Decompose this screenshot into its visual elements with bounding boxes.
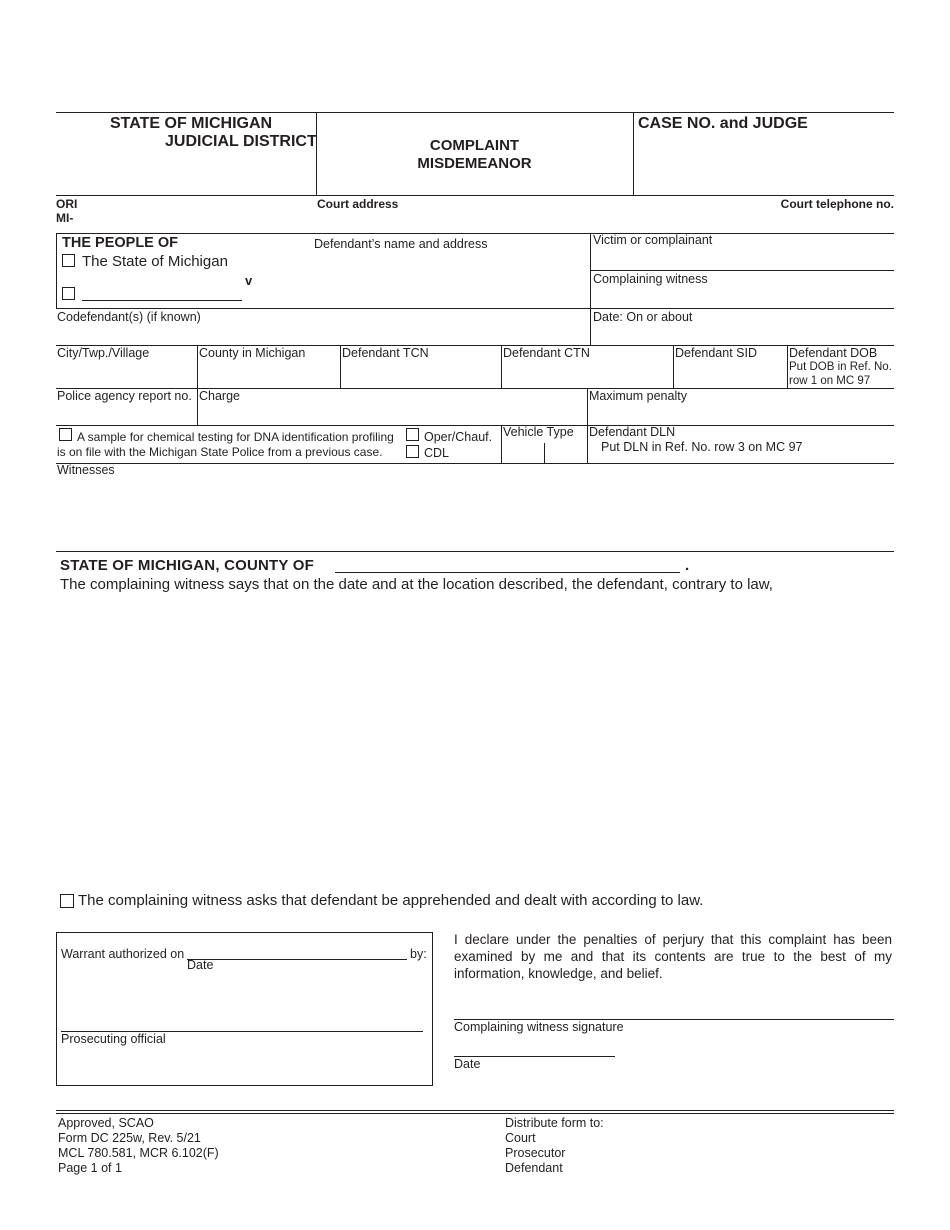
warrant-authorized-label: Warrant authorized on (61, 947, 185, 961)
ori-value: MI- (56, 211, 74, 225)
divider (673, 345, 674, 388)
court-address-label: Court address (317, 197, 399, 211)
statement-top-rule (56, 551, 894, 552)
cdl-checkbox[interactable] (406, 445, 419, 458)
victim-rule (590, 270, 894, 271)
court-telephone-label: Court telephone no. (780, 197, 894, 211)
dob-note-2: row 1 on MC 97 (789, 375, 871, 387)
warrant-date-label: Date (187, 958, 214, 972)
ctn-label: Defendant CTN (503, 346, 590, 360)
oper-chauf-label: Oper/Chauf. (424, 430, 493, 444)
people-of-heading: THE PEOPLE OF (62, 235, 179, 251)
details-row2-bottom (56, 425, 894, 426)
offense-date-label: Date: On or about (593, 310, 693, 324)
dna-sample-checkbox[interactable] (59, 428, 72, 441)
county-heading: STATE OF MICHIGAN, COUNTY OF (60, 557, 314, 574)
dln-label: Defendant DLN (589, 425, 676, 439)
divider (787, 345, 788, 388)
declaration-text: I declare under the penalties of perjury that this complaint has been examined by me and that its contents are true to the best of my information, knowledge, and belief. (454, 932, 892, 981)
signature-label: Complaining witness signature (454, 1020, 624, 1034)
police-report-label: Police agency report no. (57, 389, 192, 403)
footer-mcl: MCL 780.581, MCR 6.102(F) (58, 1146, 219, 1160)
footer-dist-defendant: Defendant (505, 1161, 563, 1175)
divider (544, 443, 545, 463)
case-number-label: CASE NO. and JUDGE (638, 115, 808, 132)
prosecuting-official-label: Prosecuting official (61, 1032, 166, 1046)
district-heading: JUDICIAL DISTRICT (165, 133, 317, 150)
dna-text-line1: A sample for chemical testing for DNA identification profiling (77, 430, 394, 444)
dob-note-1: Put DOB in Ref. No. (789, 361, 892, 373)
complaining-witness-label: Complaining witness (593, 272, 708, 286)
versus-label: v (245, 273, 253, 288)
vehicle-type-label: Vehicle Type (503, 425, 574, 439)
footer-approved: Approved, SCAO (58, 1116, 154, 1130)
header-bottom-rule (56, 195, 894, 196)
oper-chauf-checkbox[interactable] (406, 428, 419, 441)
maximum-penalty-label: Maximum penalty (589, 389, 687, 403)
header-divider-left (316, 112, 317, 196)
parties-top-rule (56, 233, 894, 234)
county-label: County in Michigan (199, 346, 306, 360)
ori-label: ORI (56, 197, 78, 211)
footer-dist-prosecutor: Prosecutor (505, 1146, 566, 1160)
warrant-date-line[interactable] (187, 959, 407, 960)
county-period: . (685, 557, 690, 574)
statement-body: The complaining witness says that on the date and at the location described, the defendant, contrary to law, (60, 576, 773, 593)
parties-left-border (56, 233, 57, 308)
other-plaintiff-checkbox[interactable] (62, 287, 75, 300)
other-plaintiff-line[interactable] (82, 300, 242, 301)
divider (197, 345, 198, 388)
state-of-michigan-checkbox[interactable] (62, 254, 75, 267)
parties-right-divider (590, 233, 591, 345)
warrant-by-label: by: (410, 947, 427, 961)
footer-dist-court: Court (505, 1131, 536, 1145)
footer-rule-1 (56, 1110, 894, 1111)
state-of-michigan-label: The State of Michigan (82, 253, 228, 270)
divider (501, 345, 502, 388)
form-subtitle: MISDEMEANOR (417, 155, 532, 172)
sid-label: Defendant SID (675, 346, 757, 360)
divider (501, 425, 502, 463)
footer-page: Page 1 of 1 (58, 1161, 122, 1175)
divider (340, 345, 341, 388)
header-divider-right (633, 112, 634, 196)
victim-label: Victim or complainant (593, 233, 713, 247)
dob-label: Defendant DOB (789, 346, 878, 360)
footer-rule-2 (56, 1113, 894, 1114)
details-row1-top (56, 345, 894, 346)
apprehend-label: The complaining witness asks that defendant be apprehended and dealt with according to law. (78, 892, 704, 909)
footer-distribute: Distribute form to: (505, 1116, 604, 1130)
state-heading: STATE OF MICHIGAN (110, 115, 273, 132)
declaration-date-label: Date (454, 1057, 481, 1071)
cdl-label: CDL (424, 446, 450, 460)
dna-text-line2: is on file with the Michigan State Police from a previous case. (57, 445, 383, 459)
tcn-label: Defendant TCN (342, 346, 429, 360)
parties-bottom-rule (56, 308, 894, 309)
city-label: City/Twp./Village (57, 346, 150, 360)
details-row3-bottom (56, 463, 894, 464)
footer-form-number: Form DC 225w, Rev. 5/21 (58, 1131, 201, 1145)
county-fill-line[interactable] (335, 572, 680, 573)
form-title: COMPLAINT (429, 137, 520, 154)
defendant-name-label: Defendant’s name and address (314, 237, 488, 251)
codefendant-label: Codefendant(s) (if known) (57, 310, 201, 324)
witnesses-label: Witnesses (57, 463, 115, 477)
charge-label: Charge (199, 389, 240, 403)
divider (197, 388, 198, 425)
header-top-rule (56, 112, 894, 113)
dln-note: Put DLN in Ref. No. row 3 on MC 97 (601, 440, 803, 454)
apprehend-checkbox[interactable] (60, 894, 74, 908)
